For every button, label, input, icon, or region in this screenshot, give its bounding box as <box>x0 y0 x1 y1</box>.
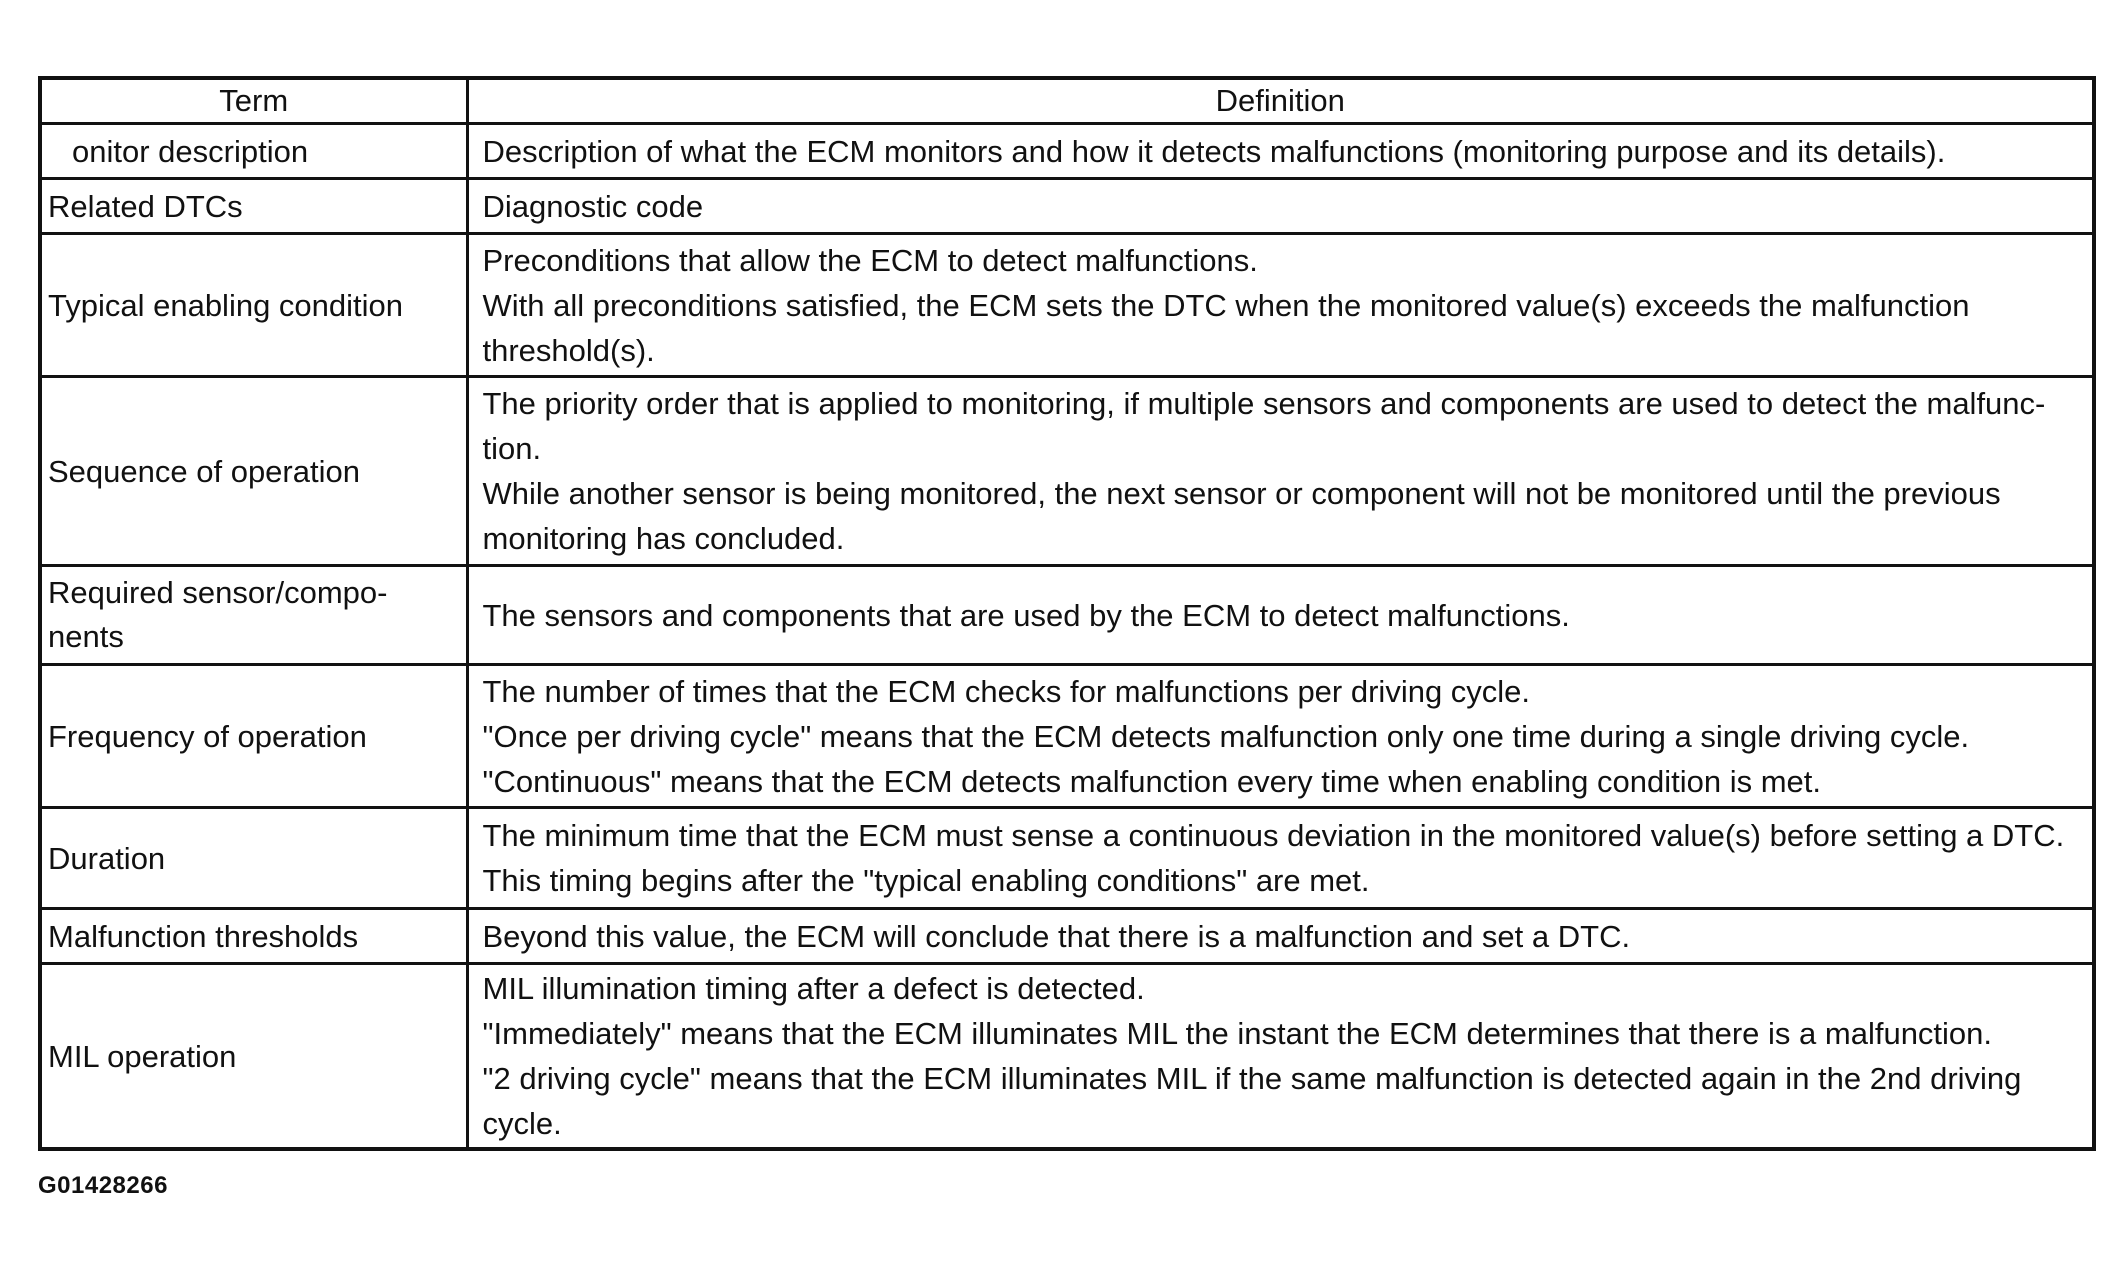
definition-cell <box>467 964 2094 1150</box>
definition-line: Description of what the ECM monitors and how it detects malfunctions (monitoring purpose and its details). <box>482 133 1946 169</box>
definition-line: MIL illumination timing after a defect is detected. <box>482 971 1145 1006</box>
term-cell: Malfunction thresholds <box>40 909 467 964</box>
definition-cell <box>467 124 2094 179</box>
definition-line: The number of times that the ECM checks for malfunctions per driving cycle. <box>482 673 1531 709</box>
term-cell: MIL operation <box>40 964 467 1150</box>
definition-line: "2 driving cycle" means that the ECM illuminates MIL if the same malfunction is detected again in the 2nd driving cycle. <box>482 1061 2022 1141</box>
definition-cell <box>467 665 2094 808</box>
term-cell <box>40 566 467 665</box>
definition-line: "Once per driving cycle" means that the ECM detects malfunction only one time during a single driving cycle. <box>482 718 1970 754</box>
term-cell: Related DTCs <box>40 179 467 234</box>
table-row <box>40 665 2094 808</box>
table-row <box>40 964 2094 1150</box>
definition-line: The sensors and components that are used by the ECM to detect malfunctions. <box>482 597 1570 633</box>
definitions-table <box>38 76 2096 1151</box>
definition-line: Diagnostic code <box>482 188 704 224</box>
definition-line: With all preconditions satisfied, the ECM sets the DTC when the monitored value(s) exceeds the malfunction threshold(s). <box>482 287 1970 368</box>
definition-cell <box>467 377 2094 566</box>
definition-line: While another sensor is being monitored, the next sensor or component will not be monitored until the previous monitoring has concluded. <box>482 476 2001 556</box>
table-row <box>40 124 2094 179</box>
table-row <box>40 566 2094 665</box>
definition-line: The minimum time that the ECM must sense a continuous deviation in the monitored value(s) before setting a DTC. This timing begins after the "typical enabling conditions" are met. <box>482 818 2065 898</box>
term-cell: Duration <box>40 808 467 909</box>
definition-line: The priority order that is applied to monitoring, if multiple sensors and components are used to detect the malfunc-tion. <box>482 386 2046 466</box>
table-row <box>40 179 2094 234</box>
definition-cell <box>467 179 2094 234</box>
term-cell: Sequence of operation <box>40 377 467 566</box>
definition-cell <box>467 808 2094 909</box>
table-row <box>40 808 2094 909</box>
table-row <box>40 234 2094 377</box>
term-text: Required sensor/compo- nents <box>48 575 388 654</box>
definition-cell <box>467 234 2094 377</box>
definition-line: Beyond this value, the ECM will conclude that there is a malfunction and set a DTC. <box>482 918 1631 954</box>
table-row <box>40 377 2094 566</box>
definition-cell <box>467 566 2094 665</box>
term-cell: onitor description <box>40 124 467 179</box>
definition-line: "Continuous" means that the ECM detects malfunction every time when enabling condition is met. <box>482 763 1821 799</box>
definition-line: Preconditions that allow the ECM to detect malfunctions. <box>482 242 1258 278</box>
table-header-row <box>40 78 2094 124</box>
definition-cell <box>467 909 2094 964</box>
figure-id: G01428266 <box>38 1172 168 1199</box>
term-column-header: Term <box>40 78 467 124</box>
table-row <box>40 909 2094 964</box>
definition-column-header: Definition <box>467 78 2094 124</box>
term-cell: Frequency of operation <box>40 665 467 808</box>
definition-line: "Immediately" means that the ECM illuminates MIL the instant the ECM determines that there is a malfunction. <box>482 1016 1993 1051</box>
term-cell: Typical enabling condition <box>40 234 467 377</box>
